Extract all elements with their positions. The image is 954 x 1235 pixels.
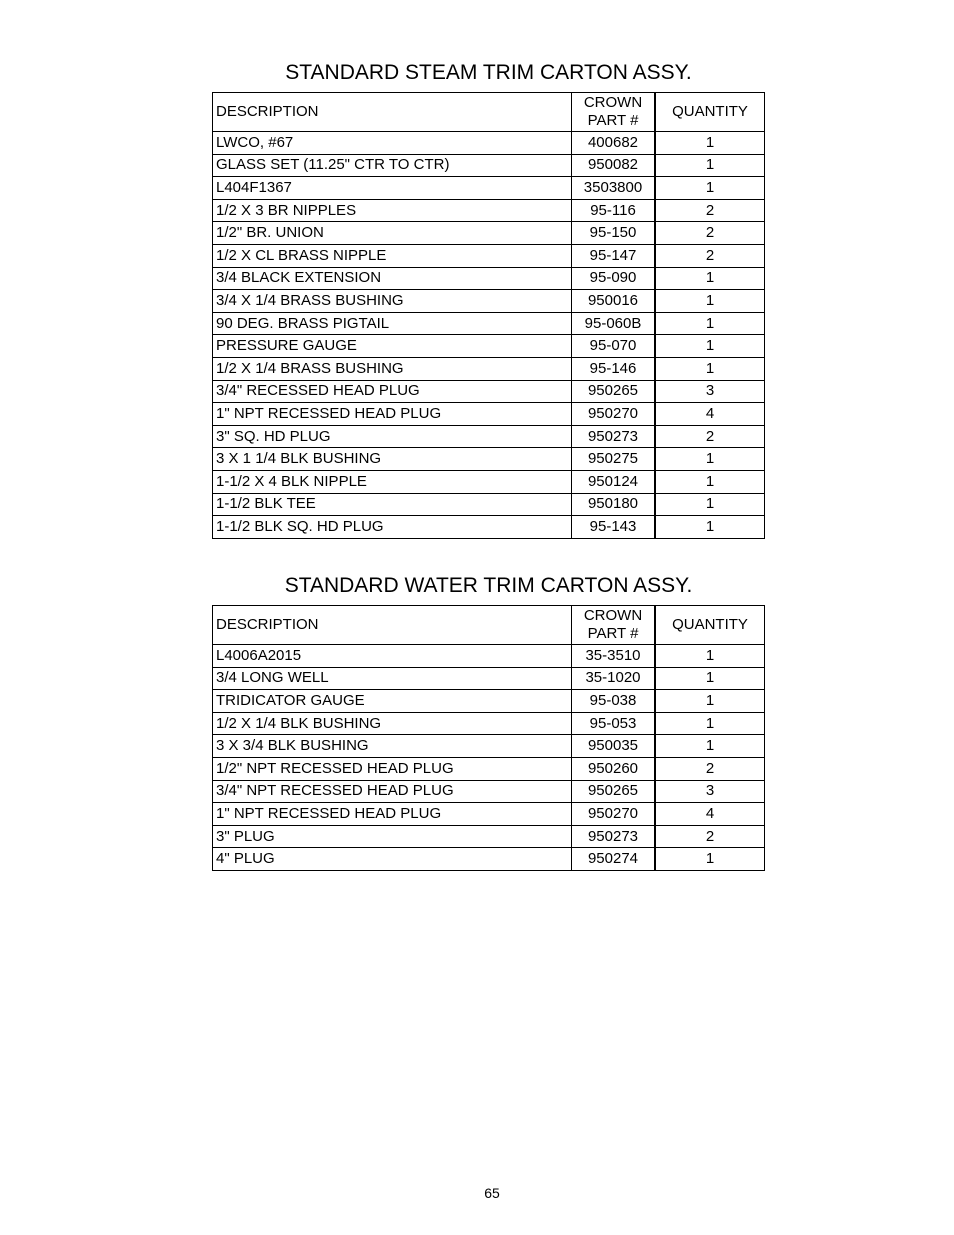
table-row bbox=[213, 470, 765, 493]
quantity-cell: 1 bbox=[655, 645, 765, 668]
description-cell: 3" SQ. HD PLUG bbox=[213, 425, 572, 448]
description-cell: 90 DEG. BRASS PIGTAIL bbox=[213, 312, 572, 335]
description-header: DESCRIPTION bbox=[213, 93, 572, 132]
part-number-cell: 95-147 bbox=[572, 244, 656, 267]
quantity-header: QUANTITY bbox=[655, 606, 765, 645]
part-number-cell: 950270 bbox=[572, 403, 656, 426]
quantity-cell: 1 bbox=[655, 335, 765, 358]
table-header-row bbox=[213, 606, 765, 645]
quantity-cell: 1 bbox=[655, 667, 765, 690]
part-number-cell: 35-3510 bbox=[572, 645, 656, 668]
table-row bbox=[213, 712, 765, 735]
description-cell: GLASS SET (11.25" CTR TO CTR) bbox=[213, 154, 572, 177]
table-row bbox=[213, 290, 765, 313]
table-row bbox=[213, 825, 765, 848]
part-number-cell: 950273 bbox=[572, 825, 656, 848]
description-cell: LWCO, #67 bbox=[213, 132, 572, 155]
table-row bbox=[213, 403, 765, 426]
table-row bbox=[213, 177, 765, 200]
water-table-body bbox=[213, 645, 765, 871]
part-number-cell: 95-070 bbox=[572, 335, 656, 358]
part-number-cell: 3503800 bbox=[572, 177, 656, 200]
description-cell: 1" NPT RECESSED HEAD PLUG bbox=[213, 403, 572, 426]
quantity-cell: 1 bbox=[655, 712, 765, 735]
description-cell: L4006A2015 bbox=[213, 645, 572, 668]
description-cell: 4" PLUG bbox=[213, 848, 572, 871]
page-number: 65 bbox=[484, 1185, 500, 1201]
description-cell: 1-1/2 BLK TEE bbox=[213, 493, 572, 516]
table-row bbox=[213, 154, 765, 177]
description-cell: 3" PLUG bbox=[213, 825, 572, 848]
table-header-row bbox=[213, 93, 765, 132]
steam-parts-table bbox=[212, 92, 765, 539]
table-row bbox=[213, 244, 765, 267]
quantity-cell: 1 bbox=[655, 312, 765, 335]
quantity-cell: 1 bbox=[655, 848, 765, 871]
quantity-cell: 3 bbox=[655, 780, 765, 803]
quantity-cell: 3 bbox=[655, 380, 765, 403]
description-cell: 3/4 X 1/4 BRASS BUSHING bbox=[213, 290, 572, 313]
description-cell: 1/2 X CL BRASS NIPPLE bbox=[213, 244, 572, 267]
crown-part-header-line1: CROWN bbox=[583, 607, 643, 624]
part-number-cell: 95-143 bbox=[572, 516, 656, 539]
crown-part-header-line2: PART # bbox=[587, 625, 639, 642]
quantity-cell: 1 bbox=[655, 516, 765, 539]
table-row bbox=[213, 735, 765, 758]
part-number-cell: 95-150 bbox=[572, 222, 656, 245]
table-row bbox=[213, 312, 765, 335]
part-number-cell: 95-053 bbox=[572, 712, 656, 735]
table-row bbox=[213, 690, 765, 713]
quantity-cell: 1 bbox=[655, 132, 765, 155]
table-row bbox=[213, 380, 765, 403]
quantity-cell: 2 bbox=[655, 425, 765, 448]
part-number-cell: 950124 bbox=[572, 470, 656, 493]
table-row bbox=[213, 425, 765, 448]
quantity-cell: 1 bbox=[655, 267, 765, 290]
quantity-cell: 2 bbox=[655, 757, 765, 780]
part-number-cell: 95-060B bbox=[572, 312, 656, 335]
table-row bbox=[213, 516, 765, 539]
description-cell: 1-1/2 X 4 BLK NIPPLE bbox=[213, 470, 572, 493]
part-number-cell: 950035 bbox=[572, 735, 656, 758]
table-row bbox=[213, 222, 765, 245]
description-cell: 1-1/2 BLK SQ. HD PLUG bbox=[213, 516, 572, 539]
quantity-cell: 1 bbox=[655, 357, 765, 380]
table-row bbox=[213, 199, 765, 222]
description-cell: 3 X 3/4 BLK BUSHING bbox=[213, 735, 572, 758]
table-row bbox=[213, 448, 765, 471]
quantity-cell: 1 bbox=[655, 470, 765, 493]
part-number-cell: 950016 bbox=[572, 290, 656, 313]
table-row bbox=[213, 667, 765, 690]
part-number-cell: 950265 bbox=[572, 380, 656, 403]
quantity-cell: 1 bbox=[655, 735, 765, 758]
quantity-cell: 1 bbox=[655, 290, 765, 313]
part-number-cell: 950273 bbox=[572, 425, 656, 448]
part-number-cell: 950260 bbox=[572, 757, 656, 780]
steam-section-title: STANDARD STEAM TRIM CARTON ASSY. bbox=[285, 61, 692, 84]
crown-part-header bbox=[572, 93, 656, 132]
part-number-cell: 95-146 bbox=[572, 357, 656, 380]
description-cell: 1/2" NPT RECESSED HEAD PLUG bbox=[213, 757, 572, 780]
part-number-cell: 950274 bbox=[572, 848, 656, 871]
description-cell: 3/4" NPT RECESSED HEAD PLUG bbox=[213, 780, 572, 803]
quantity-cell: 2 bbox=[655, 199, 765, 222]
crown-part-header-line1: CROWN bbox=[583, 94, 643, 111]
description-cell: 1/2 X 1/4 BRASS BUSHING bbox=[213, 357, 572, 380]
water-section-title: STANDARD WATER TRIM CARTON ASSY. bbox=[284, 574, 693, 597]
table-row bbox=[213, 757, 765, 780]
quantity-cell: 2 bbox=[655, 222, 765, 245]
table-row bbox=[213, 267, 765, 290]
description-cell: 3/4" RECESSED HEAD PLUG bbox=[213, 380, 572, 403]
crown-part-header bbox=[572, 606, 656, 645]
quantity-cell: 1 bbox=[655, 448, 765, 471]
quantity-cell: 1 bbox=[655, 690, 765, 713]
quantity-cell: 2 bbox=[655, 825, 765, 848]
description-cell: TRIDICATOR GAUGE bbox=[213, 690, 572, 713]
part-number-cell: 950265 bbox=[572, 780, 656, 803]
description-cell: 1/2" BR. UNION bbox=[213, 222, 572, 245]
part-number-cell: 950082 bbox=[572, 154, 656, 177]
description-cell: 1/2 X 1/4 BLK BUSHING bbox=[213, 712, 572, 735]
part-number-cell: 950180 bbox=[572, 493, 656, 516]
quantity-cell: 1 bbox=[655, 154, 765, 177]
table-row bbox=[213, 803, 765, 826]
steam-table-body bbox=[213, 132, 765, 539]
table-row bbox=[213, 645, 765, 668]
quantity-cell: 1 bbox=[655, 493, 765, 516]
description-cell: 1" NPT RECESSED HEAD PLUG bbox=[213, 803, 572, 826]
part-number-cell: 35-1020 bbox=[572, 667, 656, 690]
part-number-cell: 400682 bbox=[572, 132, 656, 155]
crown-part-header-line2: PART # bbox=[587, 112, 639, 129]
part-number-cell: 950270 bbox=[572, 803, 656, 826]
table-row bbox=[213, 335, 765, 358]
description-cell: L404F1367 bbox=[213, 177, 572, 200]
description-cell: 3/4 BLACK EXTENSION bbox=[213, 267, 572, 290]
table-row bbox=[213, 780, 765, 803]
table-row bbox=[213, 132, 765, 155]
table-row bbox=[213, 357, 765, 380]
quantity-cell: 2 bbox=[655, 244, 765, 267]
table-row bbox=[213, 848, 765, 871]
description-cell: 3/4 LONG WELL bbox=[213, 667, 572, 690]
description-cell: 3 X 1 1/4 BLK BUSHING bbox=[213, 448, 572, 471]
table-row bbox=[213, 493, 765, 516]
description-header: DESCRIPTION bbox=[213, 606, 572, 645]
quantity-cell: 4 bbox=[655, 803, 765, 826]
description-cell: 1/2 X 3 BR NIPPLES bbox=[213, 199, 572, 222]
part-number-cell: 95-038 bbox=[572, 690, 656, 713]
part-number-cell: 950275 bbox=[572, 448, 656, 471]
quantity-header: QUANTITY bbox=[655, 93, 765, 132]
water-parts-table bbox=[212, 605, 765, 871]
part-number-cell: 95-116 bbox=[572, 199, 656, 222]
description-cell: PRESSURE GAUGE bbox=[213, 335, 572, 358]
part-number-cell: 95-090 bbox=[572, 267, 656, 290]
quantity-cell: 1 bbox=[655, 177, 765, 200]
quantity-cell: 4 bbox=[655, 403, 765, 426]
